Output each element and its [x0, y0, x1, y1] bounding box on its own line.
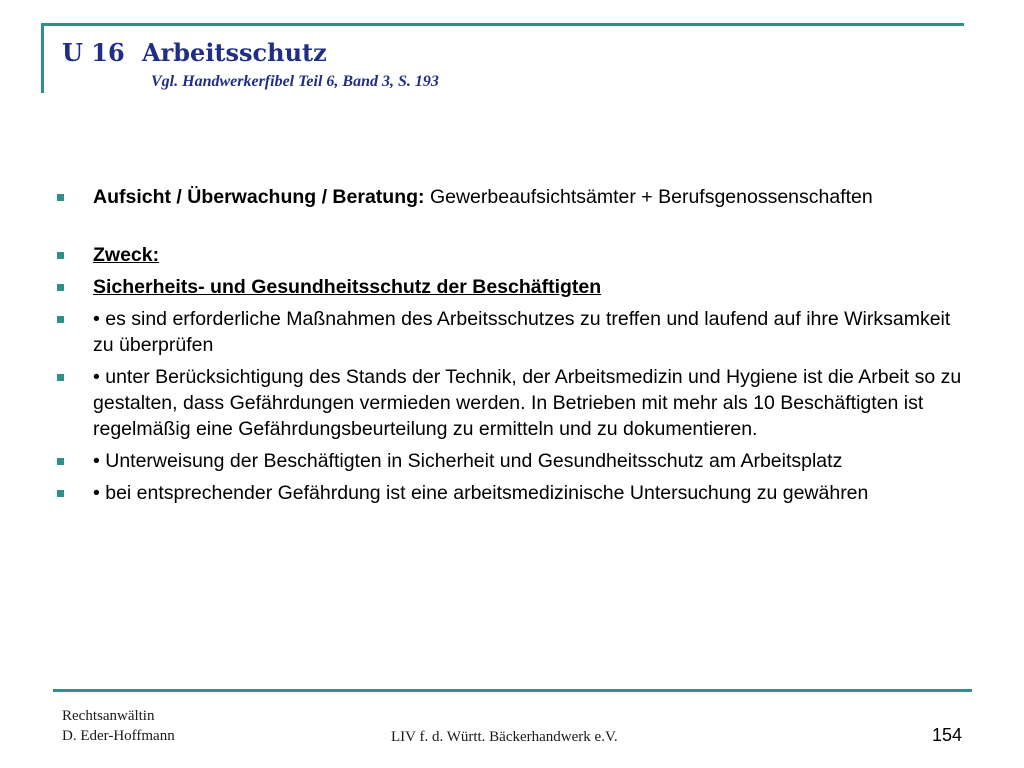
footer-author-name: D. Eder-Hoffmann	[62, 728, 175, 744]
square-bullet-icon	[57, 374, 64, 381]
square-bullet-icon	[57, 458, 64, 465]
slide-subtitle: Vgl. Handwerkerfibel Teil 6, Band 3, S. 193	[151, 73, 439, 90]
item-text: Gewerbeaufsichtsämter + Berufsgenossenschaften	[424, 186, 873, 208]
header-rule-top	[41, 23, 964, 26]
list-item	[55, 448, 975, 474]
footer-author-title: Rechtsanwältin	[62, 708, 155, 724]
square-bullet-icon	[57, 252, 64, 259]
item-heading: Sicherheits- und Gesundheitsschutz der Beschäftigten	[93, 276, 602, 298]
list-item	[55, 242, 975, 268]
item-text: • unter Berücksichtigung des Stands der Technik, der Arbeitsmedizin und Hygiene ist die Arbeit so zu gestalten, dass Gefährdungen vermieden werden. In Betrieben mit mehr als 10 Beschäftigten ist regelmäßig eine Gefährdungsbeurteilung zu ermitteln und zu dokumentieren.	[93, 366, 962, 440]
slide-title	[62, 38, 327, 68]
list-item	[55, 184, 975, 210]
footer-organization: LIV f. d. Württ. Bäckerhandwerk e.V.	[391, 729, 618, 745]
list-item	[55, 480, 975, 506]
item-lead: Aufsicht / Überwachung / Beratung:	[93, 186, 425, 208]
item-text: • es sind erforderliche Maßnahmen des Arbeitsschutzes zu treffen und laufend auf ihre Wirksamkeit zu überprüfen	[93, 308, 951, 356]
item-heading: Zweck:	[93, 244, 160, 266]
square-bullet-icon	[57, 490, 64, 497]
header-rule-left	[41, 23, 44, 93]
square-bullet-icon	[57, 316, 64, 323]
list-item	[55, 274, 975, 300]
footer-rule	[53, 689, 972, 692]
list-item	[55, 306, 975, 358]
item-text: • bei entsprechender Gefährdung ist eine arbeitsmedizinische Untersuchung zu gewähren	[93, 482, 869, 504]
footer-author	[62, 706, 175, 746]
bullet-list	[55, 184, 975, 512]
slide-code: U 16	[62, 38, 125, 67]
item-text: • Unterweisung der Beschäftigten in Sicherheit und Gesundheitsschutz am Arbeitsplatz	[93, 450, 843, 472]
page-number: 154	[932, 725, 963, 745]
square-bullet-icon	[57, 284, 64, 291]
slide-title-text: Arbeitsschutz	[142, 38, 327, 67]
square-bullet-icon	[57, 194, 64, 201]
list-item	[55, 364, 975, 442]
